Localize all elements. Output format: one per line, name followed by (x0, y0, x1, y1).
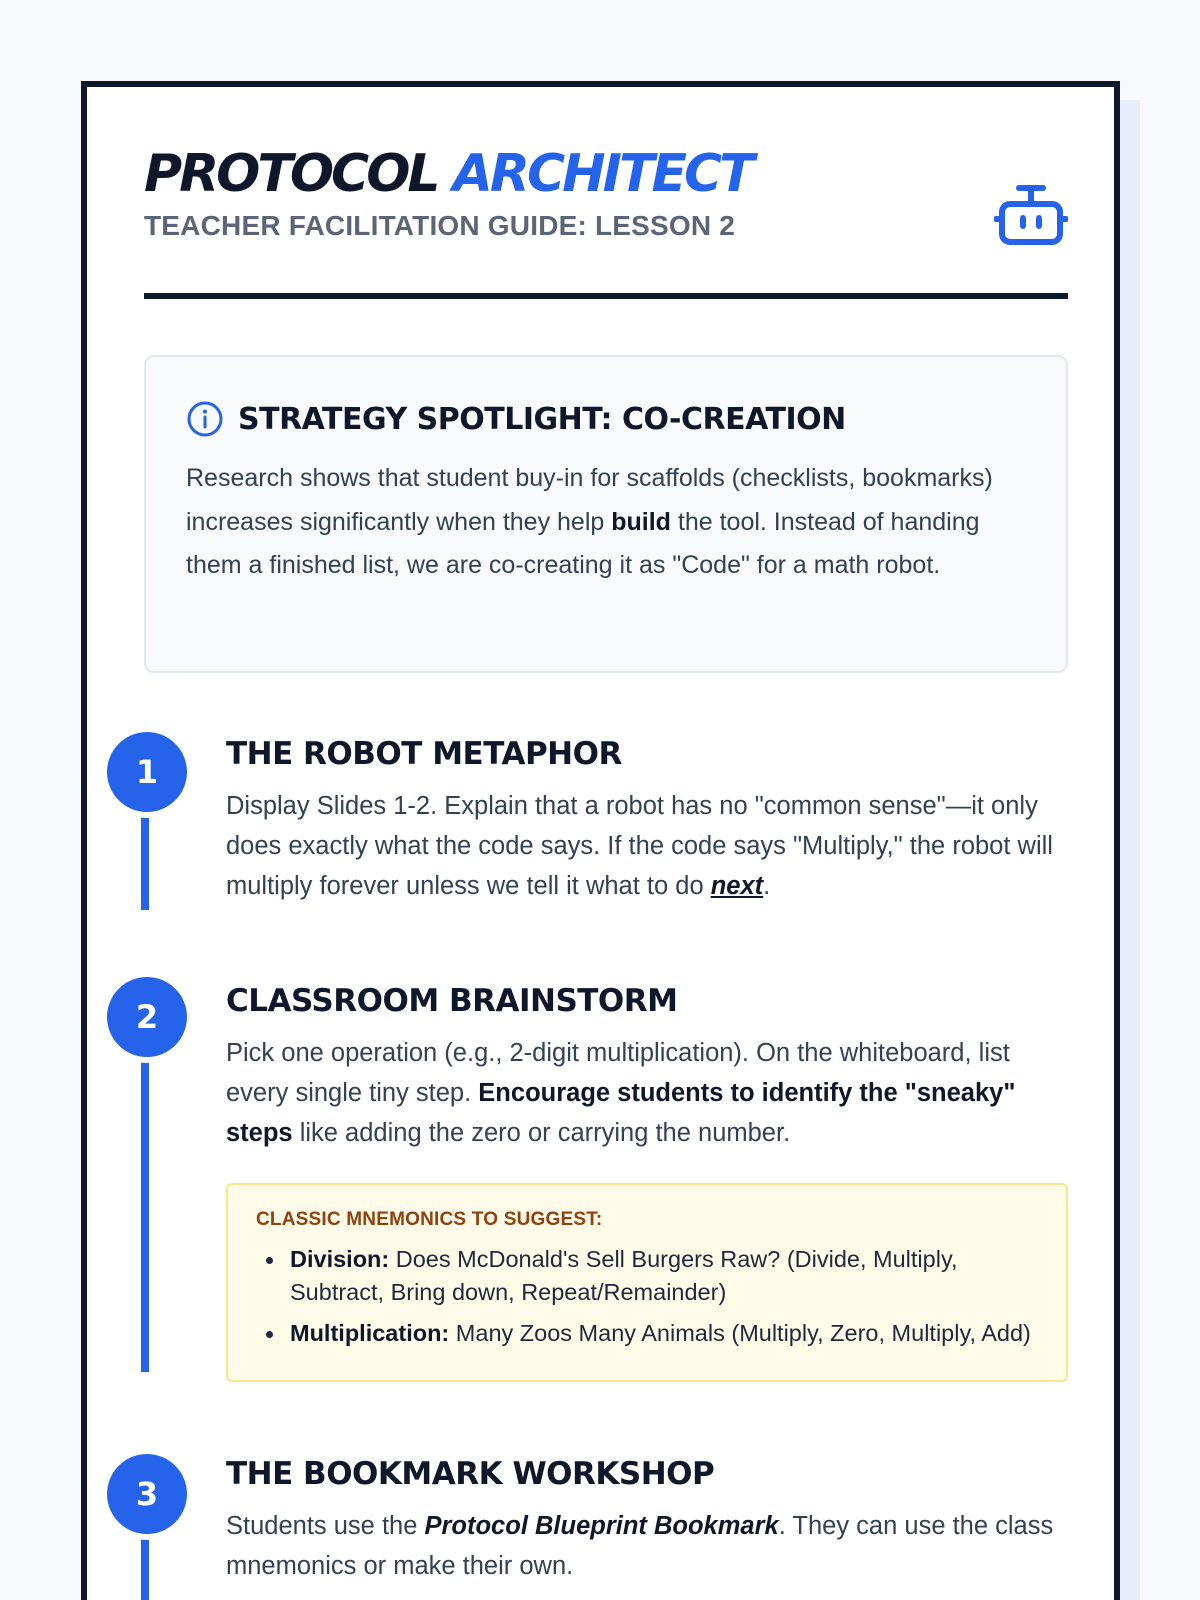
mnemonics-heading: CLASSIC MNEMONICS TO SUGGEST: (256, 1209, 603, 1230)
step-2-number: 2 (107, 977, 187, 1057)
step-1-number: 1 (107, 732, 187, 812)
step-2-emphasis: Encourage students to identify the "sneaky" steps (226, 1079, 1016, 1147)
spotlight-body (186, 457, 1026, 588)
step-1-text-main: Display Slides 1-2. Explain that a robot has no "common sense"—it only does exactly what the code says. If the code says "Multiply," the robot will multiply forever unless we tell it what to do (226, 792, 1053, 900)
page-subtitle: TEACHER FACILITATION GUIDE: LESSON 2 (144, 210, 736, 241)
list-item (256, 1317, 1038, 1350)
step-2-text-main: Pick one operation (e.g., 2-digit multiplication). On the whiteboard, list every single tiny step. (226, 1039, 1010, 1107)
page-title (144, 144, 1068, 204)
spotlight-title: STRATEGY SPOTLIGHT: CO-CREATION (238, 401, 846, 437)
mnemonic-label: Division: (290, 1246, 390, 1272)
step-3-text-end: . They can use the class mnemonics or make their own. (226, 1512, 1054, 1580)
mnemonics-callout (226, 1183, 1068, 1382)
spotlight-text: Research shows that student buy-in for scaffolds (checklists, bookmarks) increases significantly when they help (186, 464, 993, 536)
step-2-timeline (141, 1017, 149, 1372)
step-3-emphasis: Protocol Blueprint Bookmark (424, 1512, 779, 1540)
step-3-title: THE BOOKMARK WORKSHOP (226, 1456, 715, 1492)
page-header (144, 144, 1068, 304)
robot-icon (994, 182, 1068, 246)
step-1-title: THE ROBOT METAPHOR (226, 736, 622, 772)
title-main: PROTOCOL (144, 144, 438, 204)
mnemonic-text: Does McDonald's Sell Burgers Raw? (Divide, Multiply, Subtract, Bring down, Repeat/Remainder) (290, 1246, 958, 1305)
step-2-title: CLASSROOM BRAINSTORM (226, 983, 678, 1019)
mnemonic-text: Many Zoos Many Animals (Multiply, Zero, Multiply, Add) (449, 1320, 1031, 1346)
step-2-text-end: like adding the zero or carrying the number. (292, 1119, 791, 1147)
spotlight-text-end: the tool. Instead of handing them a finished list, we are co-creating it as "Code" for a math robot. (186, 507, 980, 579)
step-2-text (226, 1033, 1068, 1153)
mnemonics-list (256, 1243, 1038, 1350)
step-1-emphasis: next (710, 872, 764, 900)
step-2-content (226, 981, 1068, 1382)
step-1-content (226, 734, 1068, 906)
mnemonic-label: Multiplication: (290, 1320, 450, 1346)
facilitation-guide-card (81, 81, 1120, 1600)
step-1-text (226, 786, 1068, 906)
header-divider (144, 293, 1068, 299)
step-3-number: 3 (107, 1454, 187, 1534)
title-accent: ARCHITECT (452, 144, 752, 204)
list-item (256, 1243, 1038, 1309)
step-3-text (226, 1506, 1068, 1586)
step-3-text-main: Students use the (226, 1512, 425, 1540)
spotlight-emphasis: build (611, 507, 671, 536)
step-3-content (226, 1454, 1068, 1586)
strategy-spotlight (144, 355, 1068, 673)
spotlight-header (186, 395, 1026, 443)
step-1-text-end: . (763, 872, 771, 900)
info-icon (186, 400, 224, 438)
